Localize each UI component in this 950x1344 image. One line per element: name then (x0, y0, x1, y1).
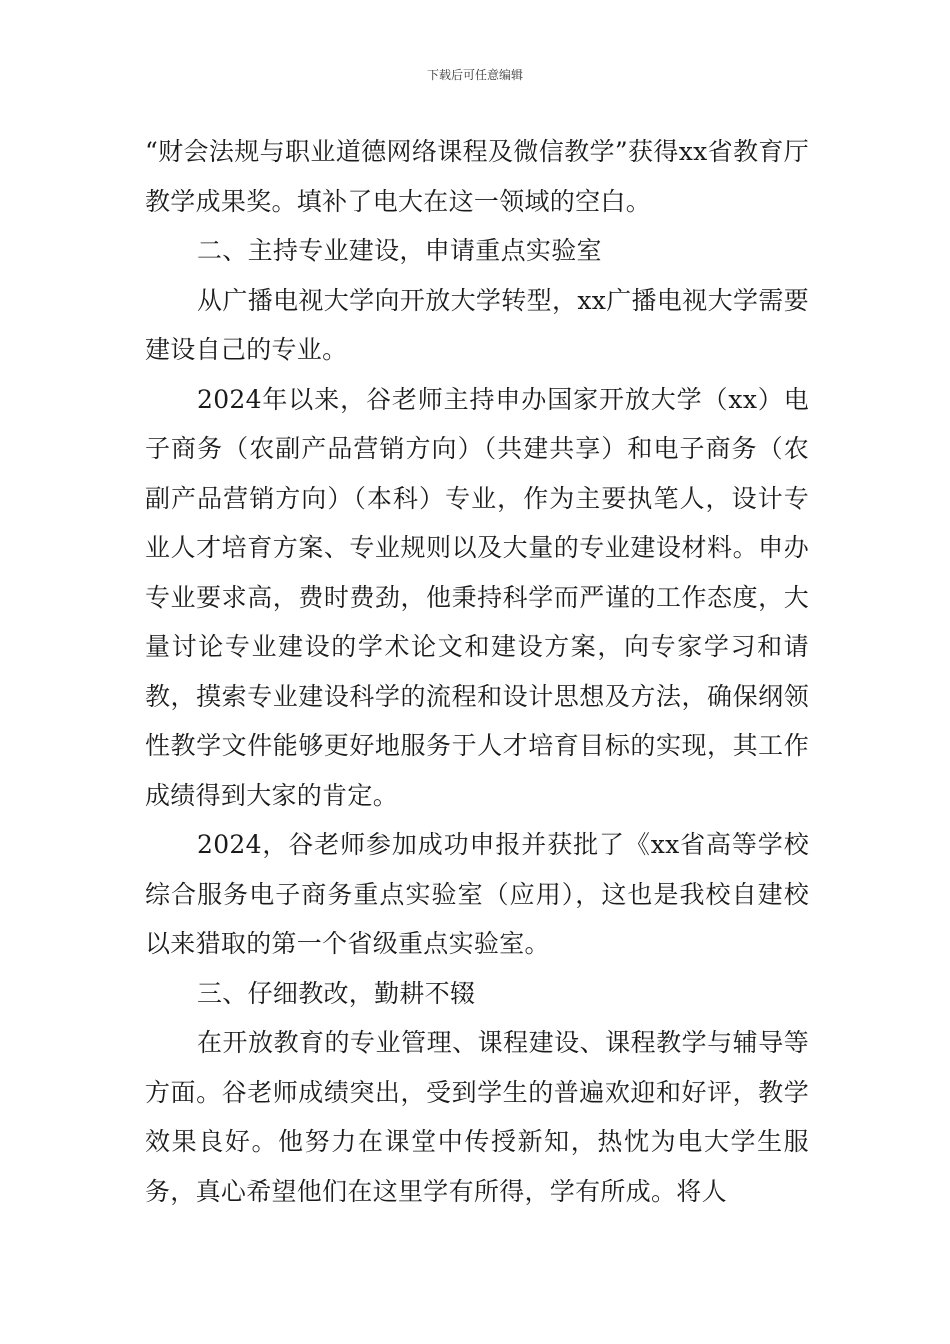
header-note: 下载后可任意编辑 (426, 68, 523, 82)
paragraph-transition: 从广播电视大学向开放大学转型，xx广播电视大学需要建设自己的专业。 (145, 285, 809, 364)
paragraph-major-application: 2024年以来，谷老师主持申办国家开放大学（xx）电子商务（农副产品营销方向）（共建共享）和电子商务（农副产品营销方向）（本科）专业，作为主要执笔人，设计专业人才培育方案、专业规则以及大量的专业建设材料。申办专业要求高，费时费劲，他秉持科学而严谨的工作态度，大量讨论专业建设的学术论文和建设方案，向专家学习和请教，摸索专业建设科学的流程和设计思想及方法，确保纲领性教学文件能够更好地服务于人才培育目标的实现，其工作成绩得到大家的肯定。 (145, 384, 809, 810)
paragraph-teaching: 在开放教育的专业管理、课程建设、课程教学与辅导等方面。谷老师成绩突出，受到学生的普遍欢迎和好评，教学效果良好。他努力在课堂中传授新知，热忱为电大学生服务，真心希望他们在这里学有所得，学有所成。将人 (145, 1028, 809, 1206)
section-heading-2: 二、主持专业建设，申请重点实验室 (197, 236, 602, 265)
document-body (145, 127, 809, 1216)
paragraph-key-lab: 2024，谷老师参加成功申报并获批了《xx省高等学校综合服务电子商务重点实验室（应用），这也是我校自建校以来猎取的第一个省级重点实验室。 (145, 830, 809, 958)
paragraph-award: “财会法规与职业道德网络课程及微信教学”获得xx省教育厅教学成果奖。填补了电大在这一领域的空白。 (145, 137, 809, 216)
section-heading-3: 三、仔细教改，勤耕不辍 (197, 978, 476, 1008)
